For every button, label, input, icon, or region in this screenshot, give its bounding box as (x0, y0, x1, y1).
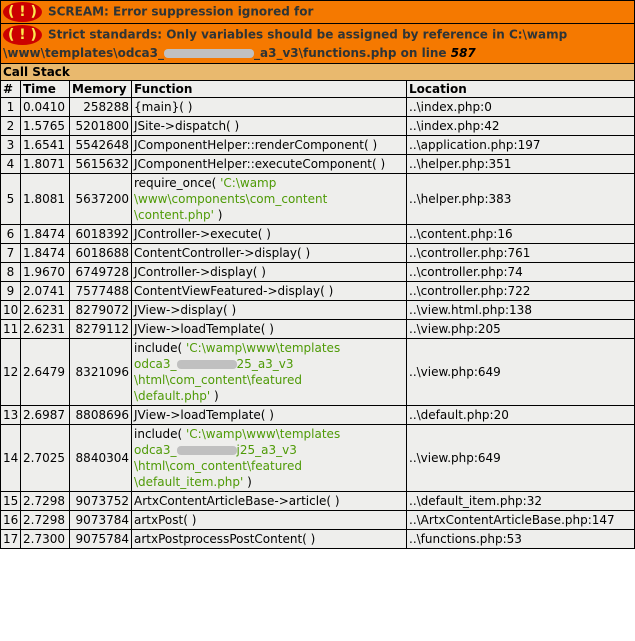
frame-function (132, 339, 407, 406)
table-row (1, 155, 635, 174)
frame-time: 2.7300 (21, 530, 70, 549)
frame-time: 2.6479 (21, 339, 70, 406)
table-row (1, 511, 635, 530)
frame-function (132, 174, 407, 225)
table-row (1, 263, 635, 282)
function-name: JComponentHelper::executeComponent( ) (134, 157, 386, 171)
frame-location: ..\default_item.php:32 (407, 492, 635, 511)
function-argument: \html\com_content\featured (134, 459, 302, 473)
function-argument: odca3_ (134, 443, 177, 457)
frame-location: ..\controller.php:722 (407, 282, 635, 301)
frame-location: ..\controller.php:74 (407, 263, 635, 282)
function-name: JView->loadTemplate( ) (134, 322, 274, 336)
frame-function (132, 244, 407, 263)
function-name: include( (134, 427, 183, 441)
function-name: JView->loadTemplate( ) (134, 408, 274, 422)
frame-index: 1 (1, 98, 21, 117)
function-argument: 'C:\wamp\www\templates (186, 341, 341, 355)
callstack-body (1, 98, 635, 549)
frame-function (132, 225, 407, 244)
table-row (1, 98, 635, 117)
frame-index: 15 (1, 492, 21, 511)
frame-time: 1.6541 (21, 136, 70, 155)
frame-memory: 7577488 (70, 282, 132, 301)
frame-time: 2.7298 (21, 492, 70, 511)
function-close: ) (214, 389, 219, 403)
frame-time: 2.6987 (21, 406, 70, 425)
frame-location: ..\functions.php:53 (407, 530, 635, 549)
frame-location: ..\index.php:0 (407, 98, 635, 117)
frame-function (132, 492, 407, 511)
function-name: JComponentHelper::renderComponent( ) (134, 138, 378, 152)
frame-memory: 5637200 (70, 174, 132, 225)
function-argument: 'C:\wamp \www\components\com_content \content.php' (134, 176, 328, 222)
function-close: ) (247, 475, 252, 489)
function-name: artxPost( ) (134, 513, 197, 527)
frame-memory: 9073752 (70, 492, 132, 511)
frame-location: ..\content.php:16 (407, 225, 635, 244)
frame-function (132, 98, 407, 117)
table-row (1, 244, 635, 263)
function-name: include( (134, 341, 183, 355)
table-row (1, 320, 635, 339)
table-row (1, 406, 635, 425)
function-name: JController->display( ) (134, 265, 266, 279)
function-argument: odca3_ (134, 357, 177, 371)
frame-function (132, 320, 407, 339)
frame-location: ..\ArtxContentArticleBase.php:147 (407, 511, 635, 530)
frame-memory: 8279072 (70, 301, 132, 320)
callstack-title-row (1, 64, 635, 81)
frame-time: 1.5765 (21, 117, 70, 136)
frame-function (132, 282, 407, 301)
error-row-strict (1, 24, 635, 64)
frame-index: 2 (1, 117, 21, 136)
error-badge-icon: ( ! ) (3, 25, 42, 45)
frame-index: 5 (1, 174, 21, 225)
table-row (1, 492, 635, 511)
frame-memory: 6018392 (70, 225, 132, 244)
frame-function (132, 301, 407, 320)
frame-memory: 5615632 (70, 155, 132, 174)
frame-function (132, 530, 407, 549)
function-argument: \default_item.php' (134, 475, 244, 489)
redacted-blur (177, 360, 237, 369)
callstack-title: Call Stack (1, 64, 635, 81)
error-message-part2: \www\templates\odca3_ (3, 46, 164, 60)
function-name: artxPostprocessPostContent( ) (134, 532, 316, 546)
error-line-number: 587 (450, 46, 476, 60)
table-row (1, 301, 635, 320)
function-argument: 'C:\wamp\www\templates (186, 427, 341, 441)
function-name: ContentController->display( ) (134, 246, 311, 260)
frame-location: ..\view.php:205 (407, 320, 635, 339)
frame-function (132, 155, 407, 174)
frame-memory: 8279112 (70, 320, 132, 339)
frame-location: ..\helper.php:383 (407, 174, 635, 225)
frame-index: 10 (1, 301, 21, 320)
frame-memory: 6749728 (70, 263, 132, 282)
table-row (1, 339, 635, 406)
function-close: ) (217, 208, 223, 222)
frame-index: 9 (1, 282, 21, 301)
error-message: SCREAM: Error suppression ignored for (47, 4, 314, 19)
redacted-blur (164, 49, 254, 58)
error-row-scream (1, 1, 635, 24)
frame-time: 1.8474 (21, 225, 70, 244)
header-memory: Memory (70, 81, 132, 98)
frame-time: 2.0741 (21, 282, 70, 301)
function-name: ContentViewFeatured->display( ) (134, 284, 334, 298)
frame-location: ..\view.html.php:138 (407, 301, 635, 320)
table-row (1, 174, 635, 225)
frame-index: 17 (1, 530, 21, 549)
header-index: # (1, 81, 21, 98)
frame-memory: 8321096 (70, 339, 132, 406)
frame-time: 2.7025 (21, 425, 70, 492)
frame-index: 12 (1, 339, 21, 406)
function-name: {main}( ) (134, 100, 193, 114)
function-name: JSite->dispatch( ) (134, 119, 240, 133)
frame-location: ..\application.php:197 (407, 136, 635, 155)
frame-index: 8 (1, 263, 21, 282)
header-location: Location (407, 81, 635, 98)
frame-time: 2.7298 (21, 511, 70, 530)
frame-index: 3 (1, 136, 21, 155)
frame-index: 16 (1, 511, 21, 530)
table-row (1, 225, 635, 244)
frame-index: 13 (1, 406, 21, 425)
frame-time: 1.8474 (21, 244, 70, 263)
table-row (1, 425, 635, 492)
function-name: JController->execute( ) (134, 227, 271, 241)
frame-function (132, 263, 407, 282)
frame-location: ..\controller.php:761 (407, 244, 635, 263)
table-row (1, 530, 635, 549)
header-function: Function (132, 81, 407, 98)
frame-function (132, 425, 407, 492)
frame-time: 1.9670 (21, 263, 70, 282)
frame-memory: 5542648 (70, 136, 132, 155)
table-row (1, 117, 635, 136)
frame-time: 2.6231 (21, 301, 70, 320)
frame-index: 11 (1, 320, 21, 339)
frame-memory: 9073784 (70, 511, 132, 530)
frame-location: ..\helper.php:351 (407, 155, 635, 174)
frame-time: 1.8081 (21, 174, 70, 225)
function-name: ArtxContentArticleBase->article( ) (134, 494, 340, 508)
frame-memory: 9075784 (70, 530, 132, 549)
frame-memory: 8808696 (70, 406, 132, 425)
frame-function (132, 136, 407, 155)
frame-function (132, 511, 407, 530)
frame-memory: 5201800 (70, 117, 132, 136)
frame-time: 0.0410 (21, 98, 70, 117)
error-badge-icon: ( ! ) (3, 2, 42, 22)
frame-time: 1.8071 (21, 155, 70, 174)
table-row (1, 136, 635, 155)
frame-index: 4 (1, 155, 21, 174)
frame-memory: 8840304 (70, 425, 132, 492)
table-row (1, 282, 635, 301)
function-name: require_once( (134, 176, 217, 190)
function-argument: \default.php' (134, 389, 211, 403)
frame-index: 14 (1, 425, 21, 492)
frame-location: ..\view.php:649 (407, 339, 635, 406)
frame-index: 6 (1, 225, 21, 244)
callstack-header-row (1, 81, 635, 98)
error-message-part3: _a3_v3\functions.php on line (254, 46, 447, 60)
function-argument: \html\com_content\featured (134, 373, 302, 387)
frame-time: 2.6231 (21, 320, 70, 339)
frame-memory: 258288 (70, 98, 132, 117)
frame-function (132, 406, 407, 425)
frame-memory: 6018688 (70, 244, 132, 263)
header-time: Time (21, 81, 70, 98)
frame-location: ..\view.php:649 (407, 425, 635, 492)
redacted-blur (177, 446, 237, 455)
function-argument: 25_a3_v3 (236, 357, 294, 371)
function-name: JView->display( ) (134, 303, 237, 317)
frame-location: ..\index.php:42 (407, 117, 635, 136)
error-message-part1: Strict standards: Only variables should be assigned by reference in C:\wamp (47, 27, 568, 42)
frame-function (132, 117, 407, 136)
frame-index: 7 (1, 244, 21, 263)
frame-location: ..\default.php:20 (407, 406, 635, 425)
function-argument: j25_a3_v3 (236, 443, 297, 457)
